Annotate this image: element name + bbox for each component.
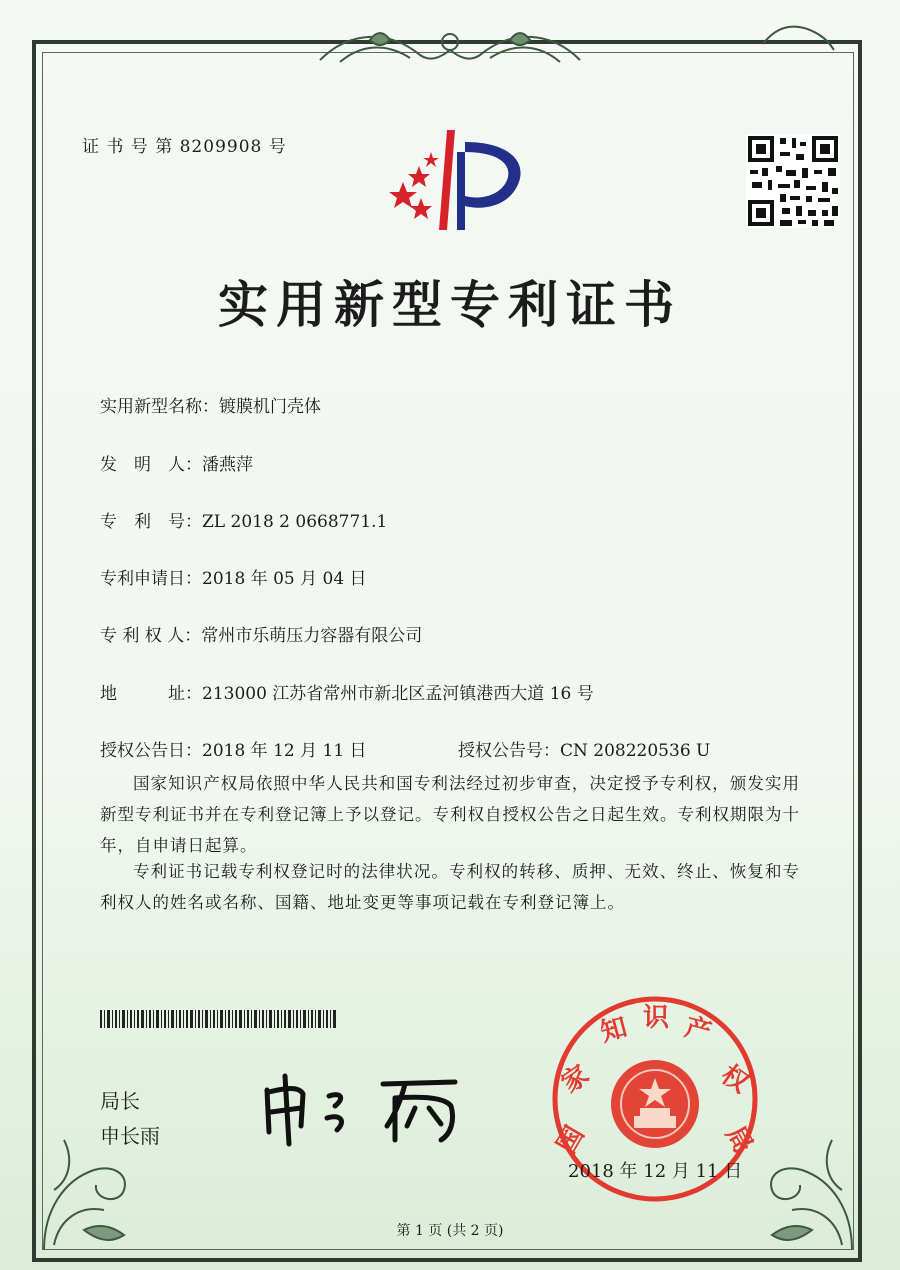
- barcode: [100, 1010, 338, 1028]
- patent-number-value: ZL 2018 2 0668771.1: [202, 512, 388, 532]
- utility-model-name-row: [100, 392, 321, 417]
- seal-char-7: 局: [719, 1121, 759, 1159]
- corner-ornament-top-right: [758, 14, 838, 54]
- page-footer: 第 1 页 (共 2 页): [396, 1223, 504, 1239]
- grant-number-row: [458, 736, 710, 761]
- grant-date-row: [100, 736, 367, 761]
- top-ornament: [300, 20, 600, 80]
- grant-date-value: 2018 年 12 月 11 日: [202, 741, 367, 761]
- seal-char-6: 权: [715, 1059, 754, 1100]
- document-title: 实用新型专利证书: [218, 276, 682, 334]
- certificate-number: 证 书 号 第 8209908 号: [82, 137, 287, 157]
- address-label: 地 址：: [100, 684, 202, 704]
- inventor-value: 潘燕萍: [202, 455, 253, 475]
- seal-char-3: 知: [597, 1012, 631, 1049]
- director-signature: [255, 1070, 475, 1148]
- patent-number-label: 专 利 号：: [100, 512, 202, 532]
- statement-paragraph-1: 国家知识产权局依照中华人民共和国专利法经过初步审查，决定授予专利权，颁发实用新型专利证书并在专利登记簿上予以登记。专利权自授权公告之日起生效。专利权期限为十年，自申请日起算。: [100, 774, 800, 855]
- patentee-label: 专 利 权 人：: [100, 626, 202, 646]
- grant-number-value: CN 208220536 U: [560, 741, 711, 761]
- patentee-value: 常州市乐萌压力容器有限公司: [201, 626, 423, 646]
- seal-char-2: 家: [556, 1059, 595, 1100]
- filing-date-label: 专利申请日：: [100, 569, 202, 589]
- director-title: 局长: [100, 1089, 140, 1113]
- patent-number-row: [100, 507, 387, 532]
- patentee-row: [100, 621, 422, 646]
- statement-paragraph-2: 专利证书记载专利权登记时的法律状况。专利权的转移、质押、无效、终止、恢复和专利权人的姓名或名称、国籍、地址变更等事项记载在专利登记簿上。: [100, 862, 800, 912]
- grant-number-label: 授权公告号：: [458, 741, 560, 761]
- utility-model-name-label: 实用新型名称：: [100, 397, 219, 417]
- cnipa-logo-icon: [385, 122, 535, 234]
- filing-date-value: 2018 年 05 月 04 日: [202, 569, 367, 589]
- seal-char-5: 产: [681, 1012, 715, 1049]
- utility-model-name-value: 镀膜机门壳体: [219, 397, 321, 417]
- seal-char-4: 识: [642, 1003, 670, 1033]
- director-name: 申长雨: [100, 1124, 160, 1148]
- grant-date-label: 授权公告日：: [100, 741, 202, 761]
- seal-char-1: 国: [551, 1121, 591, 1159]
- address-row: [100, 679, 594, 704]
- filing-date-row: [100, 564, 367, 589]
- qr-code: [746, 134, 840, 228]
- inventor-row: [100, 450, 253, 475]
- address-value: 213000 江苏省常州市新北区孟河镇港西大道 16 号: [202, 684, 594, 704]
- inventor-label: 发 明 人：: [100, 455, 202, 475]
- seal-date: 2018 年 12 月 11 日: [568, 1161, 743, 1182]
